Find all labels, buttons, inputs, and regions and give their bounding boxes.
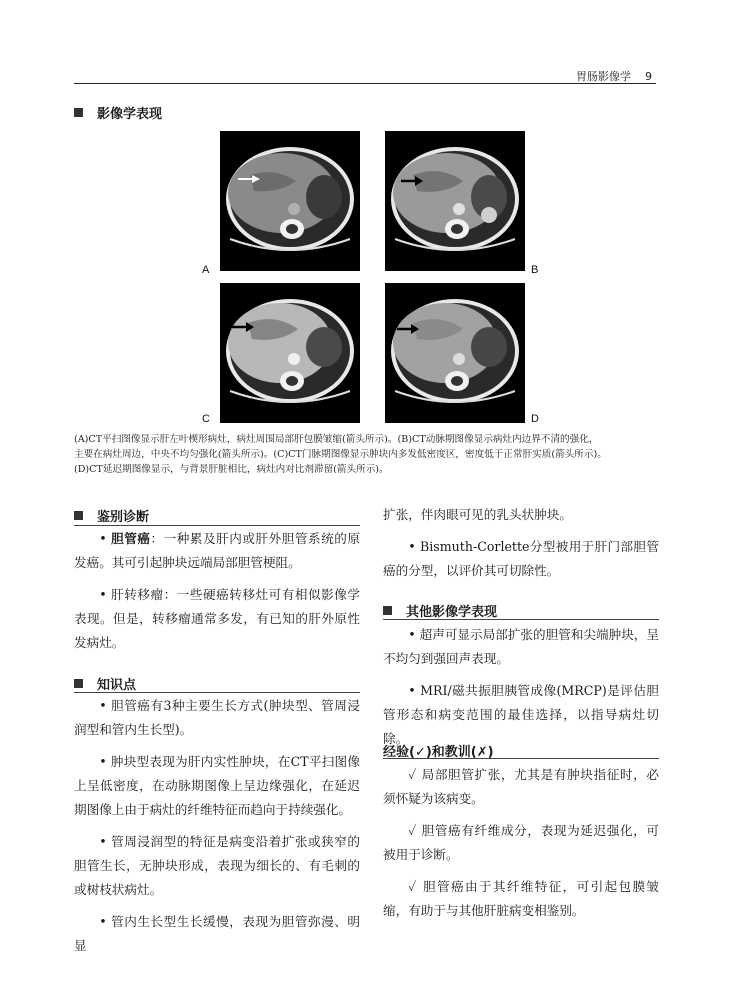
square-bullet-icon [74, 679, 83, 688]
figure-label-d: D [531, 413, 539, 425]
running-title: 胃肠影像学 [576, 70, 631, 83]
figure-label-a: A [202, 264, 210, 276]
ct-image-d [385, 283, 525, 423]
section-rule [383, 758, 659, 759]
section-heading-experience: 经验(✓)和教训(✗) [383, 745, 494, 760]
continued-text: 扩张，伴肉眼可见的乳头状肿块。 [383, 507, 572, 522]
square-bullet-icon [74, 511, 83, 520]
experience-list [383, 763, 659, 923]
section-heading-other-imaging: 其他影像学表现 [383, 601, 497, 620]
right-column-knowledge-continued [383, 503, 659, 583]
figure-caption: (A)CT平扫图像显示肝左叶楔形病灶，病灶周围局部肝包膜皱缩(箭头所示)。(B)CT动脉期图像显示病灶内边界不清的强化， 主要在病灶周边，中央不均匀强化(箭头所示)。(C)CT门脉期图像显示肿块内多发低密度区，密度低于正常肝实质(箭头所示)。 (D)CT延迟期图像显示，与背景肝脏相比，病灶内对比剂滞留(箭头所示)。 [74, 434, 607, 475]
section-heading-knowledge: 知识点 [74, 674, 136, 693]
section-heading-imaging: 影像学表现 [74, 103, 162, 122]
figure-label-b: B [531, 264, 539, 276]
ct-image-a [220, 131, 360, 271]
list-item: • 胆管癌：一种累及肝内或肝外胆管系统的原发癌。其可引起肿块远端局部胆管梗阻。 [74, 531, 361, 570]
list-item: ✓ 胆管癌由于其纤维特征，可引起包膜皱缩，有助于与其他肝脏病变相鉴别。 [383, 879, 660, 918]
list-item: • 管周浸润型的特征是病变沿着扩张或狭窄的胆管生长，无肿块形成，表现为细长的、有毛刺的或树枝状病灶。 [74, 834, 361, 897]
section-rule [74, 525, 360, 526]
ct-image-b [385, 131, 525, 271]
differential-list [74, 527, 360, 655]
section-rule [383, 619, 659, 620]
check-icon: ✓ [408, 823, 417, 838]
section-rule [74, 692, 360, 693]
knowledge-list [74, 694, 360, 958]
list-item: • Bismuth-Corlette分型被用于肝门部胆管癌的分型，以评价其可切除性。 [383, 539, 659, 578]
page-number: 9 [645, 70, 652, 83]
square-bullet-icon [383, 606, 392, 615]
list-item: • 超声可显示局部扩张的胆管和尖端肿块，呈不均匀到强回声表现。 [383, 627, 659, 666]
list-item: ✓ 局部胆管扩张，尤其是有肿块指征时，必须怀疑为该病变。 [383, 767, 660, 806]
list-item: • 胆管癌有3种主要生长方式(肿块型、管周浸润型和管内生长型)。 [74, 698, 360, 737]
list-item: • 肝转移瘤：一些硬癌转移灶可有相似影像学表现。但是，转移瘤通常多发，有已知的肝外原性发病灶。 [74, 587, 361, 650]
header-rule [74, 83, 656, 84]
list-item: • MRI/磁共振胆胰管成像(MRCP)是评估胆管形态和病变范围的最佳选择，以指导病灶切除。 [383, 683, 659, 746]
ct-image-c [220, 283, 360, 423]
list-item: ✓ 胆管癌有纤维成分，表现为延迟强化，可被用于诊断。 [383, 823, 660, 862]
square-bullet-icon [74, 108, 83, 117]
section-heading-differential: 鉴别诊断 [74, 506, 149, 525]
check-icon: ✓ [408, 767, 417, 782]
list-item: • 肿块型表现为肝内实性肿块，在CT平扫图像上呈低密度，在动脉期图像上呈边缘强化，在延迟期图像上由于病灶的纤维特征而趋向于持续强化。 [74, 754, 360, 817]
list-item: • 管内生长型生长缓慢，表现为胆管弥漫、明显 [74, 914, 361, 953]
figure-label-c: C [202, 413, 210, 425]
other-imaging-list [383, 623, 659, 751]
check-icon: ✓ [408, 879, 418, 894]
